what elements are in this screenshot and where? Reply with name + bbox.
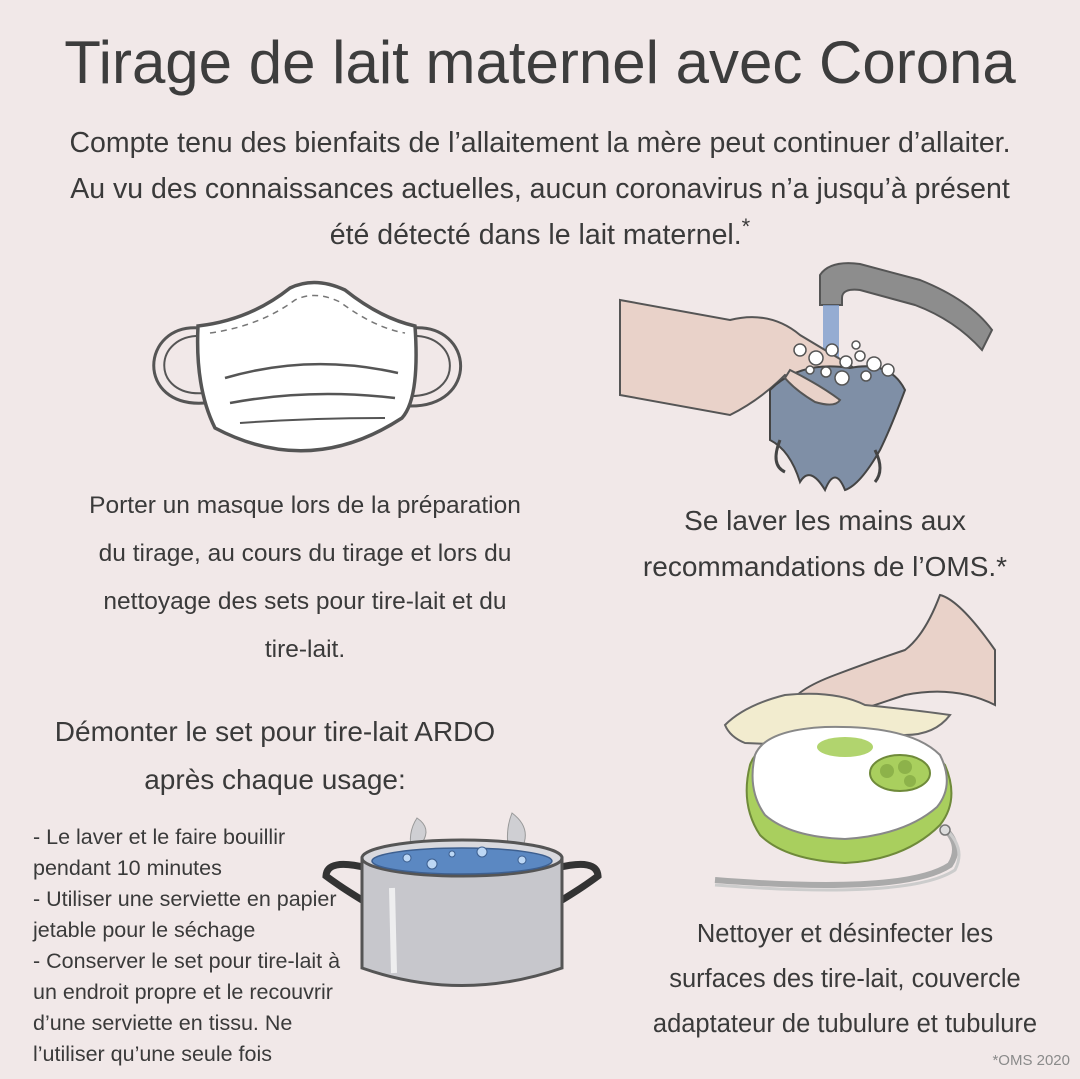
intro-line-2: Au vu des connaissances actuelles, aucun coronavirus n’a jusqu’à présent: [70, 173, 1010, 205]
wash-caption: Se laver les mains aux recommandations de l’OMS.*: [642, 505, 1008, 582]
list-item: l’utiliser qu’une seule fois: [33, 1042, 273, 1066]
list-item: d’une serviette en tissu. Ne: [33, 1011, 293, 1035]
intro-text: [10, 120, 1070, 258]
wiping-breast-pump-icon: [705, 595, 995, 905]
page-title: Tirage de lait maternel avec Corona: [64, 29, 1016, 96]
disassemble-steps: [33, 822, 378, 1070]
footnote-mark: *: [741, 214, 751, 239]
face-mask-icon: [140, 278, 480, 478]
intro-line-3: été détecté dans le lait maternel.*: [329, 214, 751, 251]
mask-caption: Porter un masque lors de la préparation du tirage, au cours du tirage et lors du nettoyage des sets pour tire-lait et du tire-lait.: [89, 492, 521, 663]
list-item: jetable pour le séchage: [33, 918, 256, 942]
clean-caption: Nettoyer et désinfecter les surfaces des tire-lait, couvercle adaptateur de tubulure et tubulure: [652, 920, 1038, 1038]
disassemble-heading: Démonter le set pour tire-lait ARDO après chaque usage:: [54, 716, 496, 795]
list-item: - Le laver et le faire bouillir: [33, 825, 286, 849]
hand-washing-icon: [620, 250, 1000, 500]
intro-line-1: Compte tenu des bienfaits de l’allaitement la mère peut continuer d’allaiter.: [69, 127, 1011, 159]
footnote: *OMS 2020: [992, 1052, 1070, 1069]
list-item: un endroit propre et le recouvrir: [33, 980, 333, 1004]
list-item: pendant 10 minutes: [33, 856, 222, 880]
list-item: - Utiliser une serviette en papier: [33, 887, 337, 911]
list-item: - Conserver le set pour tire-lait à: [33, 949, 341, 973]
